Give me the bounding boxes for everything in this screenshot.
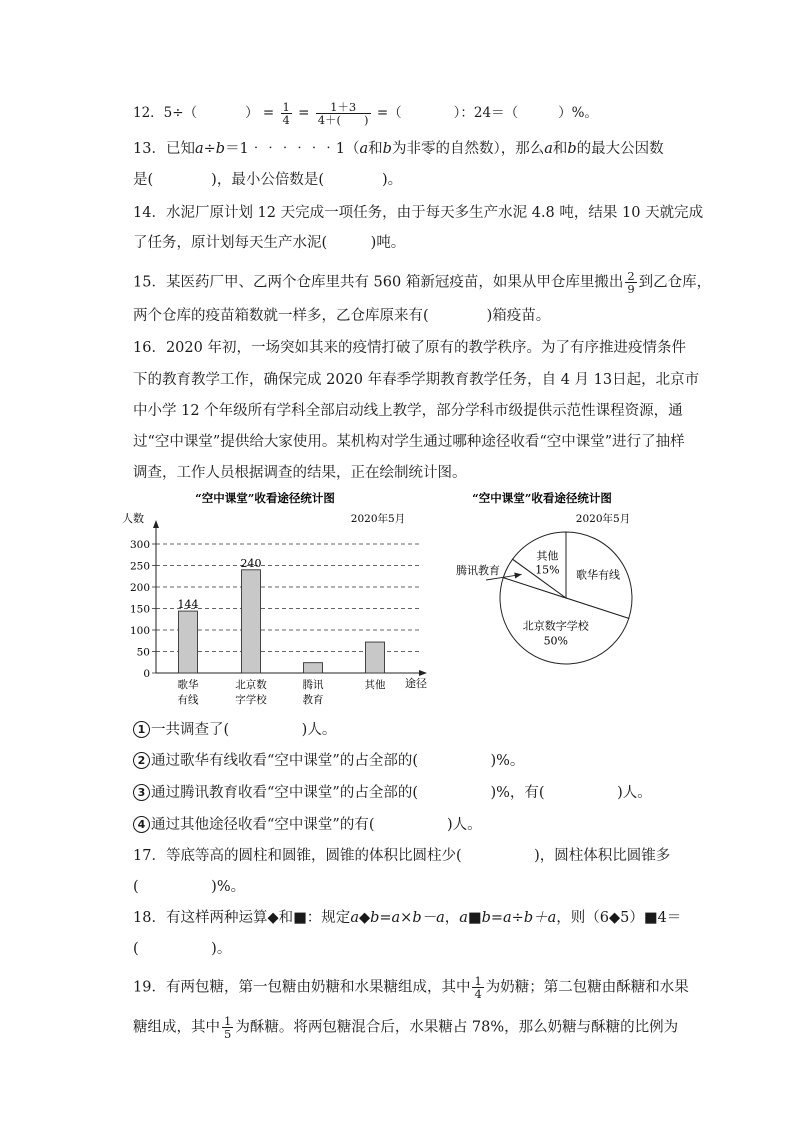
question-14-line-1: 14．水泥厂原计划 12 天完成一项任务，由于每天多生产水泥 4.8 吨，结果 10 天就完成 [133, 205, 704, 221]
q12-eq3: =（ [376, 105, 402, 121]
q12-close: ） [245, 105, 259, 121]
question-13-line-2: 是( )，最小公倍数是( )。 [133, 172, 403, 188]
bar-chart-title: “空中课堂”收看途径统计图 [195, 491, 335, 505]
y-tick-label: 0 [143, 668, 150, 680]
pie-chart-title: “空中课堂”收看途径统计图 [472, 491, 612, 505]
question-16-line-3: 中小学 12 个年级所有学科全部启动线上教学，部分学科市级提供示范性课程资源，通 [133, 403, 683, 419]
bar-chart [110, 485, 440, 713]
bar-3 [304, 663, 323, 673]
question-14-line-2: 了任务，原计划每天生产水泥( )吨。 [133, 235, 406, 251]
y-tick-label: 100 [129, 625, 150, 637]
q12-ratio: ）：24＝（ [453, 105, 519, 121]
q12-prefix: 12．5÷（ [133, 105, 198, 121]
question-16-sub-4: 4 通过其他途径收看“空中课堂”的有( )人。 [133, 815, 482, 835]
y-axis-arrow [153, 520, 159, 528]
x-category-label: 腾讯 [302, 679, 324, 691]
pie-label-tengxun: 腾讯教育 [456, 564, 500, 577]
q19-fraction-2: $\frac{1}{5}$ [224, 1014, 232, 1041]
circled-number-2: 2 [133, 752, 150, 769]
y-tick-label: 50 [136, 646, 150, 659]
q15-fraction: $\frac{2}{9}$ [627, 269, 635, 296]
x-axis-arrow [419, 670, 427, 676]
bar-4 [366, 642, 385, 673]
y-tick-label: 200 [129, 582, 150, 594]
pie-percent-other: 15% [535, 563, 560, 577]
question-19-line-2: 糖组成，其中 $\frac{1}{5}$ 为酥糖。将两包糖混合后，水果糖占 78%，那么奶糖与酥糖的比例为 [133, 1014, 679, 1041]
pie-label-gehua: 歌华有线 [576, 568, 621, 582]
circled-number-3: 3 [133, 784, 150, 801]
bar-2 [242, 570, 261, 673]
x-category-label: 歌华 [177, 679, 199, 691]
question-13-line-1: 13．已知a÷b＝1‧‧‧‧‧‧1（a和b为非零的自然数），那么a和b的最大公因数 [133, 141, 664, 157]
bar-chart-xlabel: 途径 [405, 677, 427, 690]
x-category-label: 北京数 [235, 679, 267, 691]
question-17-line-1: 17．等底等高的圆柱和圆锥，圆锥的体积比圆柱少( )，圆柱体积比圆锥多 [133, 848, 671, 864]
question-12 [133, 101, 598, 126]
y-tick-label: 150 [129, 603, 150, 616]
x-category-label: 其他 [364, 679, 386, 691]
x-category-label: 有线 [177, 694, 199, 706]
pie-percent-beijing: 50% [543, 634, 569, 648]
question-15-line-2: 两个仓库的疫苗箱数就一样多，乙仓库原来有( )箱疫苗。 [133, 308, 551, 324]
q12-eq2: = [298, 105, 310, 121]
question-16-line-4: 过“空中课堂”提供给大家使用。某机构对学生通过哪种途径收看“空中课堂”进行了抽样 [133, 434, 685, 450]
q12-eq1: = [262, 105, 275, 121]
question-16-sub-3: 3 通过腾讯教育收看“空中课堂”的占全部的( )%，有( )人。 [133, 783, 652, 803]
circled-number-4: 4 [133, 816, 150, 833]
q12-suffix: ）%。 [558, 105, 598, 121]
y-tick-label: 250 [129, 560, 150, 573]
circled-number-1: 1 [133, 721, 150, 738]
x-category-label: 教育 [302, 694, 324, 706]
x-category-label: 字学校 [235, 694, 267, 706]
bar-value-label: 240 [240, 556, 262, 570]
question-16-line-2: 下的教育教学工作，确保完成 2020 年春季学期教育教学任务，自 4 月 13日起，北京市 [133, 372, 700, 388]
question-16-sub-1: 1 一共调查了( )人。 [133, 720, 336, 740]
y-tick-label: 300 [129, 539, 150, 551]
question-16-line-1: 16．2020 年初，一场突如其来的疫情打破了原有的教学秩序。为了有序推进疫情条件 [133, 340, 686, 356]
bar-chart-subtitle: 2020年5月 [350, 513, 406, 525]
question-16-sub-2: 2 通过歌华有线收看“空中课堂”的占全部的( )%。 [133, 751, 524, 771]
q12-fraction-2: $\frac{1+3}{4+( )}$ [317, 100, 369, 127]
pie-label-other: 其他 [536, 549, 559, 563]
question-15-line-1: 15．某医药厂甲、乙两个仓库里共有 560 箱新冠疫苗，如果从甲仓库里搬出 $\frac{2}{9}$ 到乙仓库， [133, 269, 712, 296]
question-18-line-2: ( )。 [133, 941, 232, 957]
q12-fraction-1: $\frac{1}{4}$ [282, 100, 290, 127]
pie-chart [440, 485, 660, 675]
bar-chart-ylabel: 人数 [122, 512, 144, 525]
question-16-line-5: 调查，工作人员根据调查的结果，正在绘制统计图。 [133, 465, 467, 481]
pie-label-beijing: 北京数字学校 [522, 619, 589, 633]
bar-value-label: 144 [177, 598, 199, 612]
question-18-line-1: 18．有这样两种运算◆和■：规定a◆b=a×b－a，a■b=a÷b＋a，则（6◆5）■4＝ [133, 910, 682, 926]
question-17-line-2: ( )%。 [133, 879, 246, 895]
pie-chart-subtitle: 2020年5月 [575, 513, 631, 525]
bar-1 [179, 611, 198, 673]
question-19-line-1: 19．有两包糖，第一包糖由奶糖和水果糖组成，其中 $\frac{1}{4}$ 为奶糖；第二包糖由酥糖和水果 [133, 974, 689, 1001]
q19-fraction-1: $\frac{1}{4}$ [474, 974, 482, 1001]
